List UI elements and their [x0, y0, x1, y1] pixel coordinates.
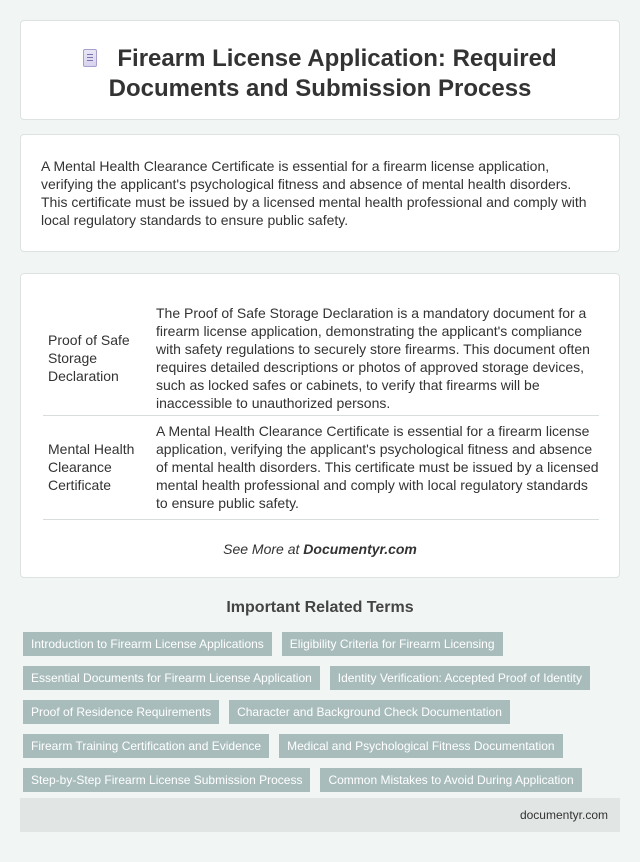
table-row [43, 415, 599, 519]
related-tag[interactable]: Common Mistakes to Avoid During Application [320, 768, 581, 792]
intro-card [20, 134, 620, 252]
footer-site-link[interactable]: documentyr.com [519, 808, 608, 822]
related-tag[interactable]: Essential Documents for Firearm License Application [23, 666, 320, 690]
document-term: Mental Health Clearance Certificate [43, 415, 149, 519]
page-title [41, 44, 599, 104]
related-tag[interactable]: Character and Background Check Documentation [229, 700, 510, 724]
related-tag[interactable]: Eligibility Criteria for Firearm Licensing [282, 632, 503, 656]
document-description: The Proof of Safe Storage Declaration is a mandatory document for a firearm license application, demonstrating the applicant's compliance with safety regulations to securely store firearms. This document often requires detailed descriptions or photos of approved storage devices, such as locked safes or cabinets, to verify that firearms will be inaccessible to unauthorized persons. [149, 301, 599, 415]
intro-text: A Mental Health Clearance Certificate is essential for a firearm license application, verifying the applicant's psychological fitness and absence of mental health disorders. This certificate must be issued by a licensed mental health professional and comply with local regulatory standards to ensure public safety. [41, 158, 587, 228]
related-tag[interactable]: Step-by-Step Firearm License Submission Process [23, 768, 310, 792]
table-row [43, 301, 599, 415]
related-tag[interactable]: Proof of Residence Requirements [23, 700, 219, 724]
documents-table [43, 301, 599, 520]
related-tag[interactable]: Identity Verification: Accepted Proof of Identity [330, 666, 590, 690]
related-tag[interactable]: Medical and Psychological Fitness Documentation [279, 734, 562, 758]
see-more-link[interactable] [21, 541, 619, 557]
documents-card [20, 273, 620, 578]
document-description: A Mental Health Clearance Certificate is essential for a firearm license application, verifying the applicant's psychological fitness and absence of mental health disorders. This certificate must be issued by a licensed mental health professional and comply with local regulatory standards to ensure public safety. [149, 415, 599, 519]
footer [20, 798, 620, 832]
page-title-text: Firearm License Application: Required Documents and Submission Process [108, 45, 557, 102]
related-tags [21, 630, 601, 800]
related-tag[interactable]: Firearm Training Certification and Evidence [23, 734, 269, 758]
document-icon [83, 49, 97, 67]
see-more-prefix: See More at [223, 541, 304, 557]
related-terms-title: Important Related Terms [226, 599, 414, 616]
related-tag[interactable]: Introduction to Firearm License Applications [23, 632, 272, 656]
see-more-site: Documentyr.com [303, 541, 417, 557]
title-card [20, 20, 620, 120]
document-term: Proof of Safe Storage Declaration [43, 301, 149, 415]
